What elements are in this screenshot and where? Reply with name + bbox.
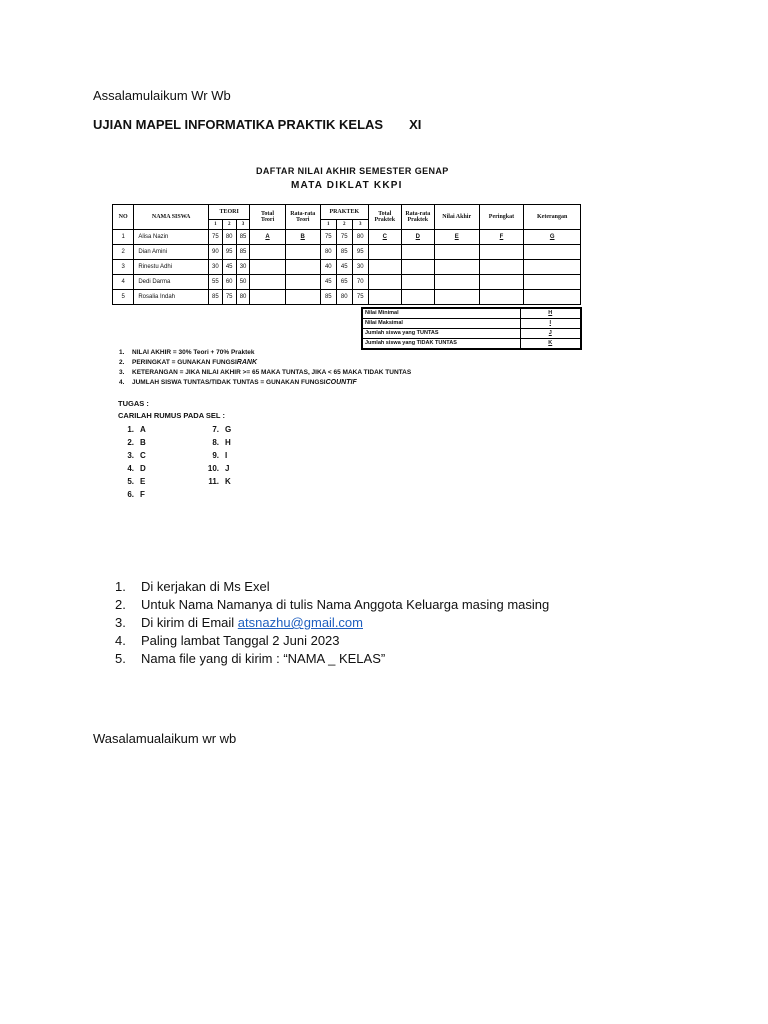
instruction-item <box>115 578 549 596</box>
header-total-teori: Total Teori <box>250 205 285 230</box>
task-cell: H <box>225 438 231 447</box>
instruction-item <box>115 596 549 614</box>
header-peringkat: Peringkat <box>479 205 524 230</box>
cell-rata_p: D <box>401 230 434 245</box>
cell-ket <box>524 290 581 305</box>
task-number: 5. <box>127 477 134 486</box>
note-item <box>119 358 411 368</box>
cell-ket <box>524 260 581 275</box>
note-text: PERINGKAT = GUNAKAN FUNGSI <box>132 359 237 366</box>
task-number: 2. <box>127 438 134 447</box>
cell-total_t: A <box>250 230 285 245</box>
cell-p1: 40 <box>320 260 336 275</box>
cell-rata_p <box>401 275 434 290</box>
task-number: 10. <box>207 464 219 473</box>
cell-t2: 75 <box>222 290 236 305</box>
cell-no: 4 <box>113 275 134 290</box>
summary-label: Jumlah siswa yang TIDAK TUNTAS <box>362 339 520 350</box>
closing: Wasalamualaikum wr wb <box>93 731 237 746</box>
exam-title <box>93 117 421 132</box>
note-text: NILAI AKHIR = 30% Teori + 70% Praktek <box>132 349 255 356</box>
task-number: 8. <box>212 438 219 447</box>
note-item <box>119 378 411 388</box>
task-cell: K <box>225 477 231 486</box>
task-cell: E <box>140 477 146 486</box>
cell-total_t <box>250 245 285 260</box>
header-no: NO <box>113 205 134 230</box>
summary-label: Nilai Maksimal <box>362 319 520 329</box>
task-item <box>204 449 227 462</box>
summary-table <box>361 307 582 350</box>
task-row <box>119 449 249 462</box>
cell-akhir <box>434 275 479 290</box>
grade-table <box>112 204 581 305</box>
cell-p1: 45 <box>320 275 336 290</box>
sheet-subheading: MATA DIKLAT KKPI <box>291 180 403 191</box>
cell-p1: 85 <box>320 290 336 305</box>
cell-t2: 80 <box>222 230 236 245</box>
cell-no: 5 <box>113 290 134 305</box>
notes-list <box>119 348 411 388</box>
cell-total_p <box>368 260 401 275</box>
summary-value: H <box>520 308 581 319</box>
task-item <box>119 423 146 436</box>
cell-t1: 55 <box>208 275 222 290</box>
table-row <box>113 230 581 245</box>
task-row <box>119 423 249 436</box>
note-number: 3. <box>119 369 125 376</box>
table-row <box>113 260 581 275</box>
cell-peringkat <box>479 245 524 260</box>
cell-t2: 95 <box>222 245 236 260</box>
cell-akhir <box>434 245 479 260</box>
cell-rata_p <box>401 260 434 275</box>
instruction-item <box>115 614 549 632</box>
summary-value: J <box>520 329 581 339</box>
cell-peringkat <box>479 260 524 275</box>
header-teori-1: 1 <box>208 220 222 230</box>
summary-label: Nilai Minimal <box>362 308 520 319</box>
cell-rata_t <box>285 245 320 260</box>
instruction-number: 4. <box>115 633 126 648</box>
header-praktek: PRAKTEK <box>320 205 368 220</box>
task-item <box>204 436 231 449</box>
cell-p3: 75 <box>352 290 368 305</box>
header-nilai-akhir: Nilai Akhir <box>434 205 479 230</box>
cell-rata_p <box>401 245 434 260</box>
header-rata-teori: Rata-rata Teori <box>285 205 320 230</box>
task-number: 3. <box>127 451 134 460</box>
cell-p1: 75 <box>320 230 336 245</box>
summary-row <box>362 308 581 319</box>
note-text: KETERANGAN = JIKA NILAI AKHIR >= 65 MAKA TUNTAS, JIKA < 65 MAKA TIDAK TUNTAS <box>132 369 412 376</box>
task-cell: G <box>225 425 232 434</box>
header-praktek-1: 1 <box>320 220 336 230</box>
cell-total_p <box>368 290 401 305</box>
cell-peringkat: F <box>479 230 524 245</box>
note-number: 2. <box>119 359 125 366</box>
note-number: 1. <box>119 349 125 356</box>
note-number: 4. <box>119 379 125 386</box>
carilah-heading: CARILAH RUMUS PADA SEL : <box>118 411 225 420</box>
task-row <box>119 462 249 475</box>
task-list <box>119 423 249 501</box>
table-row <box>113 290 581 305</box>
cell-p2: 75 <box>336 230 352 245</box>
summary-value: I <box>520 319 581 329</box>
task-number: 1. <box>127 425 134 434</box>
cell-no: 1 <box>113 230 134 245</box>
task-item <box>119 449 146 462</box>
header-keterangan: Keterangan <box>524 205 581 230</box>
header-rata-praktek: Rata-rata Praktek <box>401 205 434 230</box>
task-cell: C <box>140 451 146 460</box>
cell-t3: 30 <box>236 260 250 275</box>
cell-total_t <box>250 290 285 305</box>
task-cell: F <box>140 490 145 499</box>
task-item <box>119 436 146 449</box>
task-number: 4. <box>127 464 134 473</box>
task-item <box>204 475 231 488</box>
summary-label: Jumlah siswa yang TUNTAS <box>362 329 520 339</box>
cell-p3: 80 <box>352 230 368 245</box>
header-nama: NAMA SISWA <box>134 205 209 230</box>
summary-value: K <box>520 339 581 350</box>
cell-t2: 45 <box>222 260 236 275</box>
note-function: COUNTIF <box>325 379 357 386</box>
note-text: JUMLAH SISWA TUNTAS/TIDAK TUNTAS = GUNAKAN FUNGSI <box>132 379 326 386</box>
cell-peringkat <box>479 290 524 305</box>
cell-p3: 95 <box>352 245 368 260</box>
task-cell: I <box>225 451 228 460</box>
cell-t1: 30 <box>208 260 222 275</box>
instruction-number: 1. <box>115 579 126 594</box>
instruction-text: Untuk Nama Namanya di tulis Nama Anggota Keluarga masing masing <box>141 597 550 612</box>
note-item <box>119 368 411 378</box>
task-number: 9. <box>212 451 219 460</box>
cell-nama: Rinestu Adhi <box>134 260 209 275</box>
cell-p1: 80 <box>320 245 336 260</box>
cell-nama: Dian Amini <box>134 245 209 260</box>
task-number: 11. <box>208 477 219 486</box>
instruction-item <box>115 632 549 650</box>
task-item <box>119 488 145 501</box>
note-function: RANK <box>236 359 258 366</box>
header-praktek-2: 2 <box>336 220 352 230</box>
note-item <box>119 348 411 358</box>
cell-p2: 65 <box>336 275 352 290</box>
cell-p2: 45 <box>336 260 352 275</box>
cell-rata_t <box>285 290 320 305</box>
task-cell: J <box>225 464 230 473</box>
instruction-text: Paling lambat Tanggal 2 Juni 2023 <box>141 633 340 648</box>
header-praktek-3: 3 <box>352 220 368 230</box>
table-row <box>113 245 581 260</box>
instruction-text: Di kirim di Email <box>141 615 238 630</box>
cell-rata_t <box>285 260 320 275</box>
cell-rata_p <box>401 290 434 305</box>
cell-total_p <box>368 245 401 260</box>
sheet-heading: DAFTAR NILAI AKHIR SEMESTER GENAP <box>256 166 449 176</box>
cell-p2: 80 <box>336 290 352 305</box>
task-row <box>119 436 249 449</box>
summary-row <box>362 329 581 339</box>
cell-t1: 85 <box>208 290 222 305</box>
task-cell: A <box>140 425 146 434</box>
task-item <box>204 462 229 475</box>
cell-t3: 50 <box>236 275 250 290</box>
cell-t3: 85 <box>236 230 250 245</box>
email-link[interactable]: atsnazhu@gmail.com <box>237 615 363 630</box>
cell-p2: 85 <box>336 245 352 260</box>
exam-class: XI <box>409 117 422 132</box>
cell-p3: 30 <box>352 260 368 275</box>
cell-no: 3 <box>113 260 134 275</box>
cell-peringkat <box>479 275 524 290</box>
instruction-text: Di kerjakan di Ms Exel <box>141 579 270 594</box>
instruction-list <box>115 578 549 668</box>
instruction-number: 5. <box>115 651 126 666</box>
cell-total_p <box>368 275 401 290</box>
instruction-number: 2. <box>115 597 126 612</box>
cell-akhir <box>434 290 479 305</box>
summary-row <box>362 319 581 329</box>
task-item <box>119 462 146 475</box>
cell-t2: 60 <box>222 275 236 290</box>
cell-total_p: C <box>368 230 401 245</box>
cell-nama: Dedi Darma <box>134 275 209 290</box>
header-teori-3: 3 <box>236 220 250 230</box>
task-row <box>119 475 249 488</box>
cell-akhir: E <box>434 230 479 245</box>
task-cell: D <box>140 464 146 473</box>
cell-ket <box>524 245 581 260</box>
cell-akhir <box>434 260 479 275</box>
greeting: Assalamulaikum Wr Wb <box>93 88 231 103</box>
cell-t3: 80 <box>236 290 250 305</box>
cell-nama: Alisa Nazin <box>134 230 209 245</box>
cell-rata_t: B <box>285 230 320 245</box>
header-teori-2: 2 <box>222 220 236 230</box>
cell-total_t <box>250 260 285 275</box>
cell-ket: G <box>524 230 581 245</box>
table-row <box>113 275 581 290</box>
header-teori: TEORI <box>208 205 250 220</box>
cell-rata_t <box>285 275 320 290</box>
task-row <box>119 488 249 501</box>
tugas-heading: TUGAS : <box>118 399 149 408</box>
instruction-text: Nama file yang di kirim : “NAMA _ KELAS” <box>141 651 386 666</box>
cell-no: 2 <box>113 245 134 260</box>
cell-t1: 90 <box>208 245 222 260</box>
instruction-number: 3. <box>115 615 126 630</box>
header-total-praktek: Total Praktek <box>368 205 401 230</box>
cell-ket <box>524 275 581 290</box>
cell-p3: 70 <box>352 275 368 290</box>
tugas-block <box>118 398 225 422</box>
task-item <box>119 475 145 488</box>
cell-t1: 75 <box>208 230 222 245</box>
cell-total_t <box>250 275 285 290</box>
task-number: 7. <box>212 425 219 434</box>
exam-title-text: UJIAN MAPEL INFORMATIKA PRAKTIK KELAS <box>93 117 384 132</box>
task-cell: B <box>140 438 146 447</box>
task-number: 6. <box>127 490 134 499</box>
cell-nama: Rosalia Indah <box>134 290 209 305</box>
cell-t3: 85 <box>236 245 250 260</box>
task-item <box>204 423 231 436</box>
instruction-item <box>115 650 549 668</box>
